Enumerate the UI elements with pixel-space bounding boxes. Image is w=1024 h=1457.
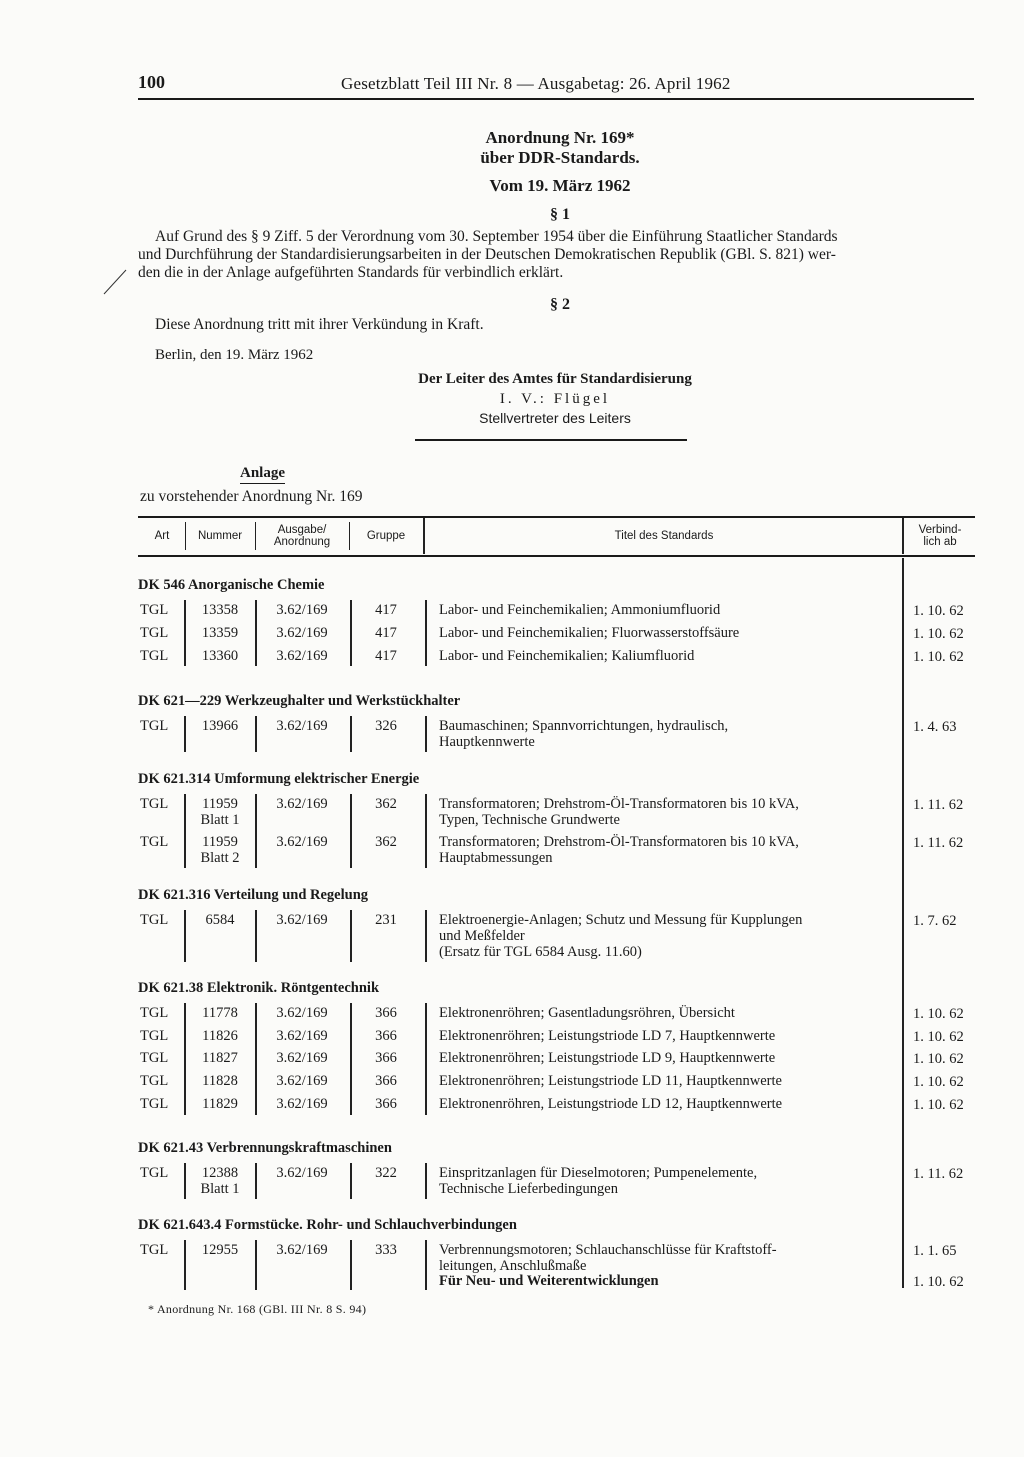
cell-art: TGL (140, 834, 169, 850)
cell-gruppe: 366 (375, 1050, 397, 1066)
cell-nummer: 11828 (202, 1073, 238, 1089)
cell-titel-cont: und Meßfelder (439, 928, 525, 944)
row-divider (425, 1003, 427, 1115)
row-divider (255, 794, 257, 868)
cell-titel-cont: Hauptkennwerte (439, 734, 535, 750)
paragraph-1-line-2: und Durchführung der Standardisierungsarbeiten in der Deutschen Demokratischen Republik (GBl. S. 821) wer- (138, 246, 836, 263)
decree-title: Anordnung Nr. 169* (485, 128, 635, 147)
cell-blatt: Blatt 2 (200, 850, 240, 866)
row-divider (184, 1240, 186, 1290)
row-divider (350, 1240, 352, 1290)
cell-titel-cont: (Ersatz für TGL 6584 Ausg. 11.60) (439, 944, 642, 960)
cell-gruppe: 362 (375, 834, 397, 850)
row-divider (350, 716, 352, 752)
cell-nummer: 12955 (201, 1242, 239, 1258)
date-column-divider (902, 558, 904, 1288)
paragraph-mark-1: § 1 (550, 206, 570, 223)
row-divider (425, 910, 427, 962)
cell-ausgabe: 3.62/169 (276, 1073, 328, 1089)
row-divider (255, 910, 257, 962)
cell-verbindlich-ab: 1. 10. 62 (913, 1074, 964, 1090)
cell-art: TGL (140, 625, 169, 641)
cell-ausgabe: 3.62/169 (276, 1028, 328, 1044)
cell-titel: Baumaschinen; Spannvorrichtungen, hydraulisch, (439, 718, 729, 734)
cell-nummer: 13360 (201, 648, 239, 664)
row-divider (255, 600, 257, 666)
section-heading: DK 621.316 Verteilung und Regelung (138, 887, 369, 903)
cell-titel: Elektronenröhren; Leistungstriode LD 7, Hauptkennwerte (439, 1028, 776, 1044)
cell-gruppe: 366 (375, 1028, 397, 1044)
cell-verbindlich-ab: 1. 4. 63 (913, 719, 957, 735)
cell-titel: Elektronenröhren; Leistungstriode LD 11, Hauptkennwerte (439, 1073, 782, 1089)
row-divider (184, 1163, 186, 1199)
cell-gruppe: 366 (375, 1073, 397, 1089)
footnote: * Anordnung Nr. 168 (GBl. III Nr. 8 S. 94) (148, 1302, 367, 1316)
row-divider (350, 910, 352, 962)
annex-title: Anlage (240, 465, 285, 484)
row-divider (350, 1163, 352, 1199)
row-divider (350, 794, 352, 868)
cell-art: TGL (140, 1050, 169, 1066)
cell-verbindlich-ab: 1. 10. 62 (913, 1006, 964, 1022)
column-header-ausgabe-2: Anordnung (273, 536, 331, 548)
cell-nummer: 11829 (202, 1096, 238, 1112)
cell-verbindlich-ab: 1. 10. 62 (913, 1051, 964, 1067)
cell-titel: Transformatoren; Drehstrom-Öl-Transformatoren bis 10 kVA, (439, 796, 799, 812)
cell-titel: Labor- und Feinchemikalien; Kaliumfluorid (439, 648, 695, 664)
row-divider (184, 794, 186, 868)
row-divider (255, 1163, 257, 1199)
column-header-titel: Titel des Standards (614, 530, 714, 542)
row-divider (425, 716, 427, 752)
cell-art: TGL (140, 718, 169, 734)
cell-titel-note: Für Neu- und Weiterentwicklungen (439, 1273, 659, 1289)
cell-gruppe: 333 (375, 1242, 397, 1258)
page-header (138, 72, 974, 100)
table-top-rule (138, 516, 975, 518)
cell-verbindlich-ab: 1. 10. 62 (913, 1097, 964, 1113)
section-heading: DK 621.38 Elektronik. Röntgentechnik (138, 980, 380, 996)
decree-date: Vom 19. März 1962 (489, 176, 631, 195)
row-divider (255, 1003, 257, 1115)
decree-subject: über DDR-Standards. (480, 148, 640, 167)
cell-titel: Elektroenergie-Anlagen; Schutz und Messung für Kupplungen (439, 912, 803, 928)
cell-blatt: Blatt 1 (200, 1181, 240, 1197)
section-heading: DK 621.43 Verbrennungskraftmaschinen (138, 1140, 392, 1156)
cell-art: TGL (140, 912, 169, 928)
cell-art: TGL (140, 796, 169, 812)
signer: I. V.: Flügel (499, 391, 611, 407)
cell-gruppe: 417 (375, 602, 397, 618)
row-divider (184, 716, 186, 752)
cell-nummer: 11826 (202, 1028, 238, 1044)
cell-ausgabe: 3.62/169 (276, 648, 328, 664)
place-date: Berlin, den 19. März 1962 (155, 347, 314, 363)
cell-ausgabe: 3.62/169 (276, 602, 328, 618)
cell-titel: Elektronenröhren, Leistungstriode LD 12, Hauptkennwerte (439, 1096, 783, 1112)
cell-titel-cont: Hauptabmessungen (439, 850, 553, 866)
section-heading: DK 621.643.4 Formstücke. Rohr- und Schlauchverbindungen (138, 1217, 517, 1233)
table-header-rule (138, 555, 975, 557)
cell-verbindlich-ab: 1. 10. 62 (913, 626, 964, 642)
cell-verbindlich-ab: 1. 7. 62 (913, 913, 957, 929)
row-divider (255, 1240, 257, 1290)
row-divider (425, 1240, 427, 1290)
annex-subtitle: zu vorstehender Anordnung Nr. 169 (140, 488, 363, 505)
row-divider (425, 1163, 427, 1199)
cell-gruppe: 417 (375, 648, 397, 664)
cell-ausgabe: 3.62/169 (276, 718, 328, 734)
cell-art: TGL (140, 1096, 169, 1112)
column-header-verbind-2: lich ab (923, 536, 957, 548)
section-heading: DK 546 Anorganische Chemie (138, 577, 325, 593)
cell-verbindlich-ab: 1. 10. 62 (913, 1029, 964, 1045)
column-header-gruppe: Gruppe (366, 530, 406, 542)
cell-titel: Elektronenröhren; Leistungstriode LD 9, Hauptkennwerte (439, 1050, 776, 1066)
cell-verbindlich-ab: 1. 11. 62 (913, 797, 964, 813)
signer-role: Stellvertreter des Leiters (479, 410, 631, 426)
cell-art: TGL (140, 1242, 169, 1258)
row-divider (255, 716, 257, 752)
signature-rule (415, 439, 687, 441)
row-divider (184, 600, 186, 666)
section-heading: DK 621—229 Werkzeughalter und Werkstückhalter (138, 693, 461, 709)
cell-titel: Elektronenröhren; Gasentladungsröhren, Übersicht (439, 1005, 735, 1021)
cell-gruppe: 366 (375, 1096, 397, 1112)
cell-gruppe: 417 (375, 625, 397, 641)
cell-art: TGL (140, 1073, 169, 1089)
header-divider (349, 522, 350, 550)
cell-nummer: 11778 (202, 1005, 238, 1021)
cell-nummer: 11959 (202, 796, 238, 812)
cell-verbindlich-ab: 1. 10. 62 (913, 649, 964, 665)
header-divider (255, 522, 256, 550)
paragraph-mark-2: § 2 (550, 296, 570, 313)
cell-nummer: 11827 (202, 1050, 238, 1066)
cell-ausgabe: 3.62/169 (276, 1050, 328, 1066)
section-heading: DK 621.314 Umformung elektrischer Energie (138, 771, 420, 787)
paragraph-1-line-1: Auf Grund des § 9 Ziff. 5 der Verordnung vom 30. September 1954 über die Einführung Staatlicher Standards (155, 228, 838, 245)
column-header-verbind-1: Verbind- (918, 524, 962, 536)
cell-nummer: 13358 (201, 602, 239, 618)
cell-titel: Verbrennungsmotoren; Schlauchanschlüsse für Kraftstoff- (439, 1242, 777, 1258)
cell-ausgabe: 3.62/169 (276, 834, 328, 850)
cell-ausgabe: 3.62/169 (276, 1096, 328, 1112)
column-header-ausgabe-1: Ausgabe/ (277, 524, 327, 536)
cell-art: TGL (140, 602, 169, 618)
cell-nummer: 12388 (201, 1165, 239, 1181)
row-divider (425, 794, 427, 868)
cell-titel-cont: Technische Lieferbedingungen (439, 1181, 618, 1197)
header-divider (185, 522, 186, 550)
cell-gruppe: 231 (375, 912, 397, 928)
row-divider (350, 1003, 352, 1115)
paragraph-1-line-3: den die in der Anlage aufgeführten Standards für verbindlich erklärt. (138, 264, 564, 281)
cell-nummer: 11959 (202, 834, 238, 850)
header-divider (902, 518, 904, 554)
cell-ausgabe: 3.62/169 (276, 1242, 328, 1258)
cell-nummer: 13359 (201, 625, 239, 641)
column-header-nummer: Nummer (197, 530, 243, 542)
cell-gruppe: 322 (375, 1165, 397, 1181)
cell-titel: Labor- und Feinchemikalien; Ammoniumfluorid (439, 602, 721, 618)
cell-art: TGL (140, 1005, 169, 1021)
row-divider (350, 600, 352, 666)
row-divider (425, 600, 427, 666)
cell-verbindlich-ab-2: 1. 10. 62 (913, 1274, 964, 1290)
row-divider (184, 1003, 186, 1115)
page-number: 100 (138, 72, 165, 92)
column-header-art: Art (154, 530, 170, 542)
cell-gruppe: 366 (375, 1005, 397, 1021)
paragraph-2-text: Diese Anordnung tritt mit ihrer Verkündung in Kraft. (155, 316, 484, 333)
cell-titel: Transformatoren; Drehstrom-Öl-Transformatoren bis 10 kVA, (439, 834, 799, 850)
cell-blatt: Blatt 1 (200, 812, 240, 828)
cell-ausgabe: 3.62/169 (276, 1165, 328, 1181)
authority: Der Leiter des Amtes für Standardisierung (418, 371, 692, 387)
cell-art: TGL (140, 648, 169, 664)
cell-ausgabe: 3.62/169 (276, 1005, 328, 1021)
cell-titel: Labor- und Feinchemikalien; Fluorwasserstoffsäure (439, 625, 740, 641)
cell-verbindlich-ab: 1. 10. 62 (913, 603, 964, 619)
cell-nummer: 13966 (201, 718, 239, 734)
cell-nummer: 6584 (205, 912, 235, 928)
row-divider (184, 910, 186, 962)
cell-titel-cont: leitungen, Anschlußmaße (439, 1258, 587, 1274)
cell-art: TGL (140, 1165, 169, 1181)
cell-gruppe: 326 (375, 718, 397, 734)
cell-ausgabe: 3.62/169 (276, 912, 328, 928)
header-divider (423, 518, 425, 554)
cell-titel-cont: Typen, Technische Grundwerte (439, 812, 620, 828)
cell-verbindlich-ab: 1. 11. 62 (913, 1166, 964, 1182)
cell-ausgabe: 3.62/169 (276, 625, 328, 641)
cell-ausgabe: 3.62/169 (276, 796, 328, 812)
cell-titel: Einspritzanlagen für Dieselmotoren; Pumpenelemente, (439, 1165, 758, 1181)
margin-pencil-mark (100, 268, 130, 298)
gazette-title: Gesetzblatt Teil III Nr. 8 — Ausgabetag: 26. April 1962 (341, 74, 731, 93)
cell-gruppe: 362 (375, 796, 397, 812)
cell-art: TGL (140, 1028, 169, 1044)
cell-verbindlich-ab: 1. 11. 62 (913, 835, 964, 851)
cell-verbindlich-ab: 1. 1. 65 (913, 1243, 957, 1259)
